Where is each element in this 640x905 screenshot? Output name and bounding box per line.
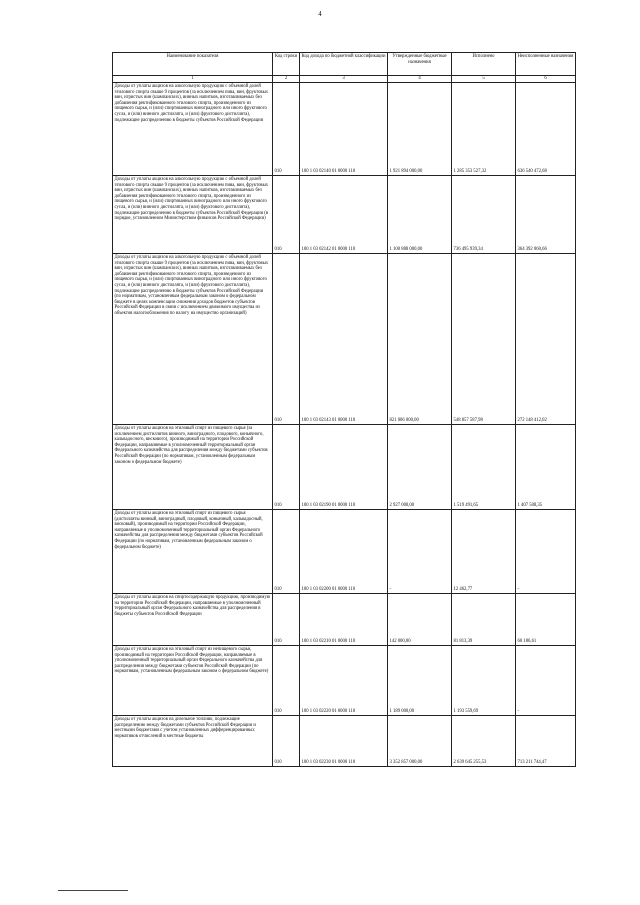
income-code: 100 1 03 02200 01 0000 110: [300, 510, 388, 594]
approved-amount: 142 000,00: [388, 594, 452, 646]
indicator-name: Доходы от уплаты акцизов на этиловый спирт из пищевого сырья (за исключением дистиллятов винного, виноградного, плодового, коньячного, кальвадосного, вискового), производимый на территории Российской Федерации, направляемые в уполномоченный территориальный орган Федерального казначейства для распределения между бюджетами субъектов Российской Федерации (по нормативам, установленным федеральным законом о федеральном бюджете): [113, 425, 273, 510]
unexecuted-amount: 713 211 744,47: [516, 716, 576, 767]
unexecuted-amount: 60 186,61: [516, 594, 576, 646]
table-row: [113, 254, 576, 425]
indicator-name: Доходы от уплаты акцизов на алкогольную продукцию с объемной долей этилового спирта свыше 9 процентов (за исключением пива, вин, фруктовых вин, игристых вин (шампанских), винных напитков, изготавливаемых без добавления ректификованного этилового спирта, произведенного из пищевого сырья, и (или) спиртованных виноградного или иного фруктового сусла, и (или) винного дистиллята, и (или) фруктового дистиллята), подлежащие распределению в бюджеты субъектов Российской Федерации: [113, 83, 273, 176]
unexecuted-amount: 272 148 412,02: [516, 254, 576, 425]
table-row: [113, 425, 576, 510]
table-row: [113, 716, 576, 767]
table-header-row: [113, 53, 576, 76]
table-row: [113, 510, 576, 594]
approved-amount: 1 921 894 000,00: [388, 83, 452, 176]
column-number-row: [113, 76, 576, 83]
executed-amount: 1 193 559,69: [452, 646, 516, 716]
approved-amount: 2 927 000,00: [388, 425, 452, 510]
income-code: 100 1 03 02230 01 0000 110: [300, 716, 388, 767]
income-code: 100 1 03 02220 01 0000 110: [300, 646, 388, 716]
approved-amount: -: [388, 510, 452, 594]
income-code: 100 1 03 02142 01 0000 110: [300, 176, 388, 254]
unexecuted-amount: -: [516, 510, 576, 594]
executed-amount: 548 857 587,98: [452, 254, 516, 425]
line-code: 010: [273, 716, 300, 767]
header-approved: Утвержденные бюджетные назначения: [388, 53, 452, 76]
header-income-code: Код дохода по бюджетной классификации: [300, 53, 388, 76]
line-code: 010: [273, 510, 300, 594]
income-code: 100 1 03 02140 01 0000 110: [300, 83, 388, 176]
line-code: 010: [273, 594, 300, 646]
executed-amount: 1 519 491,65: [452, 425, 516, 510]
line-code: 010: [273, 254, 300, 425]
header-indicator-name: Наименование показателя: [113, 53, 273, 76]
line-code: 010: [273, 83, 300, 176]
income-code: 100 1 03 02190 01 0000 110: [300, 425, 388, 510]
unexecuted-amount: 1 407 508,35: [516, 425, 576, 510]
indicator-name: Доходы от уплаты акцизов на спиртосодержащую продукцию, производимую на территории Российской Федерации, направляемые в уполномоченный территориальный орган Федерального казначейства для распределения в бюджеты субъектов Российской Федерации: [113, 594, 273, 646]
line-code: 010: [273, 176, 300, 254]
header-line-code: Код строки: [273, 53, 300, 76]
indicator-name: Доходы от уплаты акцизов на дизельное топливо, подлежащие распределению между бюджетами субъектов Российской Федерации и местными бюджетами с учетом установленных дифференцированных нормативов отчислений в местные бюджеты: [113, 716, 273, 767]
footnote-divider: [58, 890, 128, 891]
executed-amount: 12 462,77: [452, 510, 516, 594]
column-number: 4: [388, 76, 452, 83]
approved-amount: 3 352 857 000,00: [388, 716, 452, 767]
header-executed: Исполнено: [452, 53, 516, 76]
budget-income-table: [112, 52, 576, 767]
unexecuted-amount: 364 392 060,66: [516, 176, 576, 254]
column-number: 5: [452, 76, 516, 83]
line-code: 010: [273, 425, 300, 510]
executed-amount: 2 639 645 255,53: [452, 716, 516, 767]
table-row: [113, 176, 576, 254]
executed-amount: 736 495 939,34: [452, 176, 516, 254]
income-code: 100 1 03 02143 01 0000 110: [300, 254, 388, 425]
table-row: [113, 646, 576, 716]
indicator-name: Доходы от уплаты акцизов на алкогольную продукцию с объемной долей этилового спирта свыше 9 процентов (за исключением пива, вин, фруктовых вин, игристых вин (шампанских), винных напитков, изготавливаемых без добавления ректификованного этилового спирта, произведенного из пищевого сырья, и (или) спиртованных виноградного или иного фруктового сусла, и (или) винного дистиллята, и (или) фруктового дистиллята), подлежащие распределению в бюджеты субъектов Российской Федерации (в порядке, установленном Министерством финансов Российской Федерации): [113, 176, 273, 254]
column-number: 1: [113, 76, 273, 83]
income-code: 100 1 03 02210 01 0000 110: [300, 594, 388, 646]
approved-amount: 1 100 888 000,00: [388, 176, 452, 254]
unexecuted-amount: 636 540 472,68: [516, 83, 576, 176]
unexecuted-amount: -: [516, 646, 576, 716]
indicator-name: Доходы от уплаты акцизов на этиловый спирт из пищевого сырья (дистилляты винный, виноградный, плодовый, коньячный, кальвадосный, висковый), производимый на территории Российской Федерации, направляемые в уполномоченный территориальный орган Федерального казначейства для распределения между бюджетами субъектов Российской Федерации (по нормативам, установленным федеральным законом о федеральном бюджете): [113, 510, 273, 594]
line-code: 010: [273, 646, 300, 716]
indicator-name: Доходы от уплаты акцизов на этиловый спирт из непищевого сырья, производимый на территории Российской Федерации, направляемые в уполномоченный территориальный орган Федерального казначейства для распределения между бюджетами субъектов Российской Федерации (по нормативам, установленным федеральным законом о федеральном бюджете): [113, 646, 273, 716]
approved-amount: 1 189 000,00: [388, 646, 452, 716]
column-number: 6: [516, 76, 576, 83]
approved-amount: 821 006 000,00: [388, 254, 452, 425]
executed-amount: 81 813,39: [452, 594, 516, 646]
header-unexecuted: Неисполненные назначения: [516, 53, 576, 76]
executed-amount: 1 285 353 527,32: [452, 83, 516, 176]
table-row: [113, 83, 576, 176]
column-number: 2: [273, 76, 300, 83]
column-number: 3: [300, 76, 388, 83]
indicator-name: Доходы от уплаты акцизов на алкогольную продукцию с объемной долей этилового спирта свыше 9 процентов (за исключением пива, вин, фруктовых вин, игристых вин (шампанских), винных напитков, изготавливаемых без добавления ректификованного этилового спирта, произведенного из пищевого сырья, и (или) спиртованных виноградного или иного фруктового сусла, и (или) винного дистиллята, и (или) фруктового дистиллята), подлежащие распределению в бюджеты субъектов Российской Федерации (по нормативам, установленным федеральным законом о федеральном бюджете в целях компенсации снижения доходов бюджетов субъектов Российской Федерации в связи с исключением движимого имущества из объектов налогообложения по налогу на имущество организаций): [113, 254, 273, 425]
table-row: [113, 594, 576, 646]
page-number: 4: [318, 10, 322, 18]
